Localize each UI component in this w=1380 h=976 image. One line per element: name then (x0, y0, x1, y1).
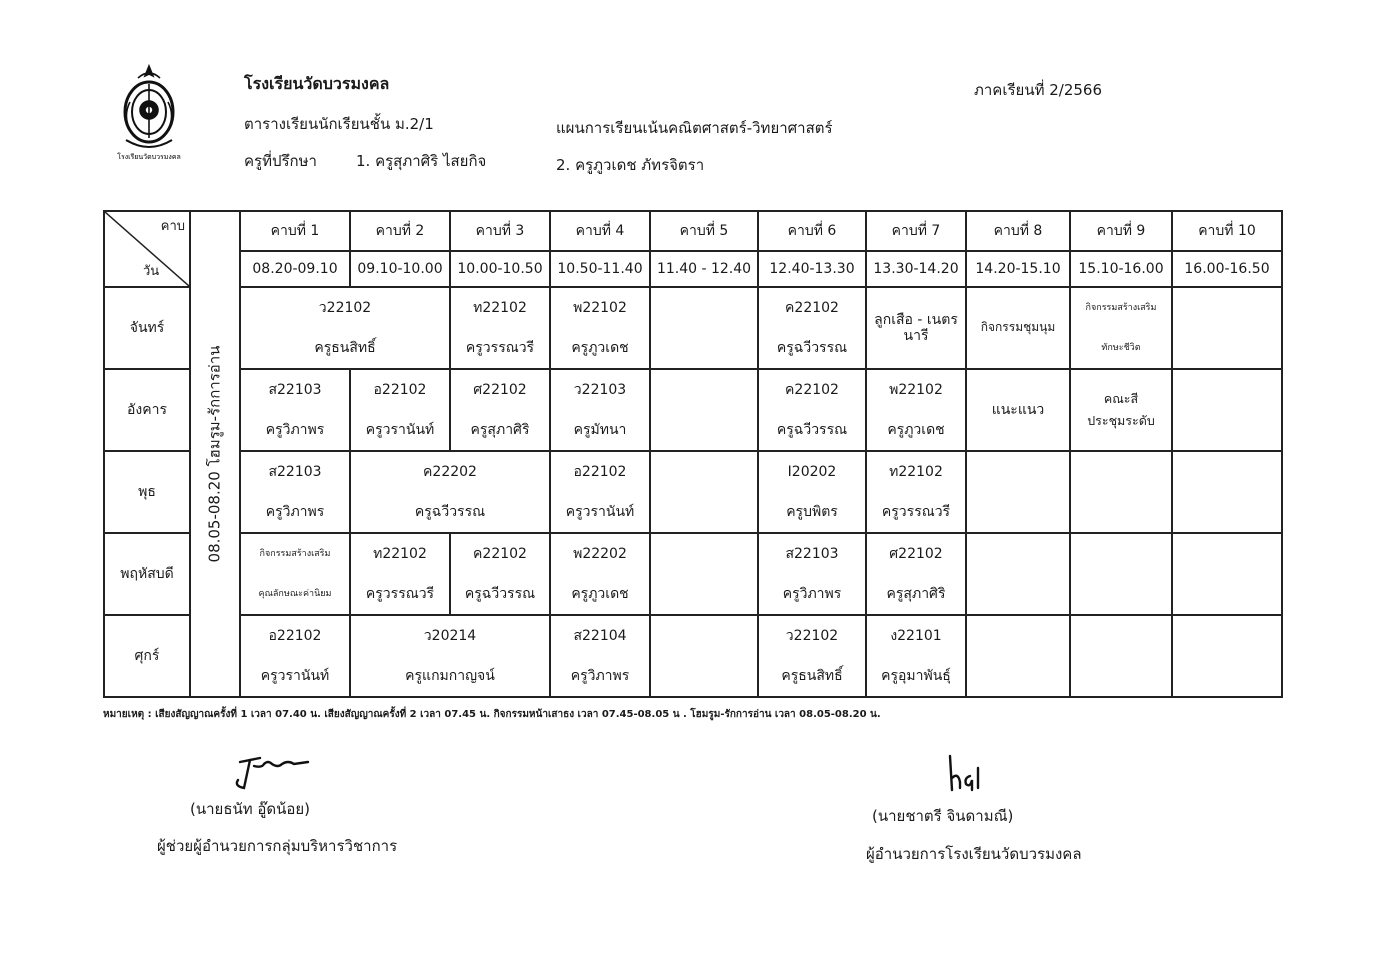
class-cell (550, 533, 650, 615)
teacher-name: ครูวรรณวรี (465, 340, 535, 356)
class-cell (758, 615, 866, 697)
period-header: คาบที่ 1 (240, 211, 350, 251)
period-header: คาบที่ 3 (450, 211, 550, 251)
class-cell (758, 451, 866, 533)
subject-code: อ22102 (268, 628, 322, 644)
empty-cell (650, 615, 758, 697)
corner-cell (104, 211, 190, 287)
class-cell (758, 533, 866, 615)
empty-cell (1070, 451, 1172, 533)
class-cell (866, 451, 966, 533)
teacher-name: ครูวรรณวรี (365, 586, 435, 602)
teacher-name: ครูบพิตร (786, 504, 838, 520)
left-signer-name: (นายธนัท อู๊ดน้อย) (190, 800, 311, 818)
subject-code: ค22202 (423, 464, 477, 480)
empty-cell (966, 533, 1070, 615)
subject-code: พ22102 (573, 300, 627, 316)
subject-code: ค22102 (785, 382, 839, 398)
period-header: คาบที่ 8 (966, 211, 1070, 251)
subject-code: อ22102 (373, 382, 427, 398)
activity-cell: กิจกรรมชุมนุม (966, 287, 1070, 369)
subject-code: ง22101 (890, 628, 942, 644)
period-time: 10.50-11.40 (550, 251, 650, 287)
subject-code: I20202 (787, 464, 837, 480)
day-label: พฤหัสบดี (104, 533, 190, 615)
empty-cell (966, 615, 1070, 697)
semester: ภาคเรียนที่ 2/2566 (974, 81, 1102, 99)
advisor-2: 2. ครูภูวเดช ภัทรจิตรา (556, 156, 705, 174)
subject-code: ส22103 (268, 382, 322, 398)
empty-cell (1172, 369, 1282, 451)
empty-cell (1172, 287, 1282, 369)
teacher-name: ครูวรานันท์ (260, 668, 330, 684)
teacher-name: ครูวิภาพร (265, 422, 325, 438)
period-header: คาบที่ 6 (758, 211, 866, 251)
day-label: อังคาร (104, 369, 190, 451)
teacher-name: ครูอุมาพันธุ์ (881, 668, 951, 684)
class-cell (450, 369, 550, 451)
class-label: ตารางเรียนนักเรียนชั้น ม.2/1 (244, 115, 434, 133)
class-cell (866, 615, 966, 697)
period-header: คาบที่ 7 (866, 211, 966, 251)
class-cell (550, 451, 650, 533)
class-cell (866, 533, 966, 615)
teacher-name: ครูวิภาพร (782, 586, 842, 602)
subject-code: พ22102 (889, 382, 943, 398)
activity-line: คณะสี (1103, 391, 1139, 406)
advisor-label: ครูที่ปรึกษา (244, 152, 317, 170)
empty-cell (650, 533, 758, 615)
teacher-name: ครูธนสิทธิ์ (314, 340, 376, 356)
footnote: หมายเหตุ : เสียงสัญญาณครั้งที่ 1 เวลา 07.40 น. เสียงสัญญาณครั้งที่ 2 เวลา 07.45 น. กิจกรรมหน้าเสาธง เวลา 07.45-08.05 น . โฮมรูม-รักการอ่าน เวลา 08.05-08.20 น. (103, 709, 881, 720)
teacher-name: ครูภูวเดช (571, 586, 629, 602)
class-cell (550, 287, 650, 369)
class-cell (550, 615, 650, 697)
subject-code: ว22103 (573, 382, 627, 398)
class-cell (350, 451, 550, 533)
corner-period-label: คาบ (160, 219, 185, 234)
teacher-name: ครูวิภาพร (265, 504, 325, 520)
subject-code: ศ22102 (889, 546, 943, 562)
program: แผนการเรียนเน้นคณิตศาสตร์-วิทยาศาสตร์ (556, 119, 833, 137)
subject-code: อ22102 (573, 464, 627, 480)
empty-cell (1172, 451, 1282, 533)
class-cell (758, 369, 866, 451)
empty-cell (1070, 615, 1172, 697)
school-logo (108, 62, 190, 162)
activity-line: ทักษะชีวิต (1101, 343, 1141, 353)
subject-code: ศ22102 (473, 382, 527, 398)
teacher-name: ครูฉวีวรรณ (776, 422, 848, 438)
activity-cell: แนะแนว (966, 369, 1070, 451)
school-name: โรงเรียนวัดบวรมงคล (244, 74, 390, 93)
homeroom-column (190, 211, 240, 697)
teacher-name: ครูภูวเดช (571, 340, 629, 356)
activity-cell (1070, 287, 1172, 369)
class-cell (758, 287, 866, 369)
period-time: 13.30-14.20 (866, 251, 966, 287)
period-header: คาบที่ 2 (350, 211, 450, 251)
corner-day-label: วัน (143, 264, 160, 280)
class-cell (350, 615, 550, 697)
subject-code: ว22102 (318, 300, 372, 316)
class-cell (240, 369, 350, 451)
period-time: 09.10-10.00 (350, 251, 450, 287)
empty-cell (966, 451, 1070, 533)
period-header: คาบที่ 10 (1172, 211, 1282, 251)
subject-code: ว22102 (785, 628, 839, 644)
teacher-name: ครูมัทนา (573, 422, 627, 438)
empty-cell (1172, 533, 1282, 615)
table-row (104, 533, 1282, 615)
teacher-name: ครูวรานันท์ (365, 422, 435, 438)
empty-cell (650, 369, 758, 451)
teacher-name: ครูฉวีวรรณ (414, 504, 486, 520)
left-signature (230, 752, 314, 796)
class-cell (350, 533, 450, 615)
period-header: คาบที่ 9 (1070, 211, 1172, 251)
day-label: พุธ (104, 451, 190, 533)
teacher-name: ครูวิภาพร (570, 668, 630, 684)
subject-code: ส22104 (573, 628, 627, 644)
period-header: คาบที่ 5 (650, 211, 758, 251)
subject-code: ค22102 (473, 546, 527, 562)
teacher-name: ครูแกมกาญจน์ (405, 668, 495, 684)
class-cell (550, 369, 650, 451)
empty-cell (1070, 533, 1172, 615)
class-cell (450, 533, 550, 615)
period-time: 16.00-16.50 (1172, 251, 1282, 287)
class-cell (866, 369, 966, 451)
teacher-name: ครูสุภาศิริ (470, 422, 530, 438)
teacher-name: ครูสุภาศิริ (886, 586, 946, 602)
teacher-name: ครูฉวีวรรณ (464, 586, 536, 602)
class-cell (240, 287, 450, 369)
left-signer-title: ผู้ช่วยผู้อำนวยการกลุ่มบริหารวิชาการ (157, 837, 398, 855)
period-time: 11.40 - 12.40 (650, 251, 758, 287)
period-time: 12.40-13.30 (758, 251, 866, 287)
right-signature (944, 752, 984, 796)
class-cell (240, 451, 350, 533)
activity-line: ประชุมระดับ (1087, 413, 1155, 428)
subject-code: ส22103 (268, 464, 322, 480)
class-cell (240, 615, 350, 697)
subject-code: ส22103 (785, 546, 839, 562)
right-signer-name: (นายชาตรี จินดามณี) (872, 807, 1014, 825)
teacher-name: ครูธนสิทธิ์ (781, 668, 843, 684)
class-cell (450, 287, 550, 369)
activity-cell (240, 533, 350, 615)
logo-text: โรงเรียนวัดบวรมงคล (117, 153, 181, 161)
table-row (104, 451, 1282, 533)
teacher-name: ครูภูวเดช (887, 422, 945, 438)
empty-cell (1172, 615, 1282, 697)
subject-code: พ22202 (573, 546, 627, 562)
table-row (104, 615, 1282, 697)
period-time: 14.20-15.10 (966, 251, 1070, 287)
day-label: จันทร์ (104, 287, 190, 369)
day-label: ศุกร์ (104, 615, 190, 697)
empty-cell (650, 451, 758, 533)
right-signer-title: ผู้อำนวยการโรงเรียนวัดบวรมงคล (866, 845, 1082, 863)
table-row (104, 369, 1282, 451)
period-time: 15.10-16.00 (1070, 251, 1172, 287)
teacher-name: ครูวรรณวรี (881, 504, 951, 520)
teacher-name: ครูวรานันท์ (565, 504, 635, 520)
activity-line: กิจกรรมสร้างเสริม (1085, 303, 1157, 313)
advisor-1: 1. ครูสุภาศิริ ไสยกิจ (356, 152, 487, 170)
period-time: 08.20-09.10 (240, 251, 350, 287)
class-cell (350, 369, 450, 451)
subject-code: ท22102 (889, 464, 943, 480)
teacher-name: ครูฉวีวรรณ (776, 340, 848, 356)
homeroom-label: 08.05-08.20 โฮมรูม-รักการอ่าน (205, 345, 224, 563)
period-header: คาบที่ 4 (550, 211, 650, 251)
empty-cell (650, 287, 758, 369)
period-time: 10.00-10.50 (450, 251, 550, 287)
activity-line: คุณลักษณะค่านิยม (258, 589, 332, 599)
table-row (104, 287, 1282, 369)
subject-code: ว20214 (423, 628, 477, 644)
activity-cell: ลูกเสือ - เนตรนารี (866, 287, 966, 369)
activity-line: กิจกรรมสร้างเสริม (259, 549, 331, 559)
subject-code: ท22102 (373, 546, 427, 562)
subject-code: ท22102 (473, 300, 527, 316)
timetable (103, 210, 1283, 698)
subject-code: ค22102 (785, 300, 839, 316)
activity-cell (1070, 369, 1172, 451)
